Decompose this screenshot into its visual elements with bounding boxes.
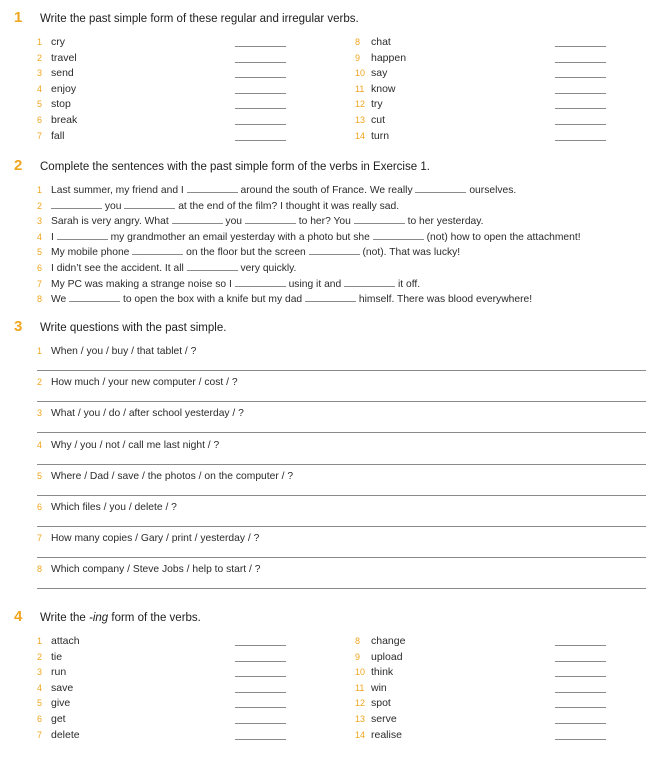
- verb-item: [355, 696, 391, 710]
- verb-item: [355, 728, 402, 742]
- verb-word: try: [371, 98, 383, 111]
- answer-line[interactable]: [235, 676, 286, 677]
- item-number: 2: [37, 377, 43, 388]
- verb-item: [37, 66, 74, 80]
- sentence-text: We: [51, 294, 70, 306]
- sentence-text: (not) how to open the attachment!: [423, 231, 581, 243]
- gap-blank[interactable]: [235, 277, 286, 287]
- verb-item: [37, 728, 80, 742]
- item-number: 3: [37, 667, 43, 678]
- exercise-2-number: 2: [14, 157, 23, 174]
- verb-word: know: [371, 82, 396, 95]
- answer-line[interactable]: [235, 707, 286, 708]
- verb-item: [355, 665, 393, 679]
- sentence-text: I: [51, 231, 57, 243]
- verb-word: stop: [51, 98, 71, 111]
- sentence-text: I didn’t see the accident. It all: [51, 263, 187, 274]
- verb-word: chat: [371, 36, 391, 48]
- answer-line[interactable]: [235, 108, 286, 109]
- question-prompt: [37, 471, 293, 482]
- exercise-4-title: [40, 612, 201, 624]
- gap-blank[interactable]: [245, 214, 296, 224]
- verb-item: [355, 113, 385, 127]
- question-text: When / you / buy / that tablet / ?: [51, 346, 197, 357]
- exercise-1-title: Write the past simple form of these regular and irregular verbs.: [40, 13, 359, 25]
- verb-word: attach: [51, 635, 80, 647]
- sentence-text: very quickly.: [237, 263, 297, 274]
- item-number: 7: [37, 729, 43, 740]
- gap-blank[interactable]: [344, 277, 395, 287]
- item-number: 4: [37, 231, 43, 242]
- verb-item: [355, 712, 397, 726]
- verb-item: [37, 650, 62, 664]
- verb-item: [37, 35, 65, 49]
- item-number: 12: [355, 698, 366, 709]
- answer-line[interactable]: [555, 46, 606, 47]
- gap-blank[interactable]: [309, 245, 360, 255]
- verb-word: get: [51, 713, 66, 725]
- verb-item: [355, 51, 406, 65]
- answer-line[interactable]: [235, 77, 286, 78]
- verb-word: say: [371, 67, 388, 80]
- item-number: 6: [37, 714, 43, 724]
- verb-word: win: [371, 681, 387, 694]
- answer-line[interactable]: [555, 645, 606, 646]
- exercise-4-number: 4: [14, 608, 23, 625]
- gap-blank[interactable]: [51, 199, 102, 209]
- verb-item: [37, 634, 80, 648]
- sentence: [37, 214, 484, 228]
- answer-line[interactable]: [37, 588, 646, 589]
- item-number: 4: [37, 439, 43, 450]
- gap-blank[interactable]: [132, 245, 183, 255]
- answer-line[interactable]: [235, 723, 286, 724]
- item-number: 5: [37, 698, 43, 709]
- verb-word: change: [371, 635, 406, 647]
- item-number: 9: [355, 52, 361, 63]
- item-number: 14: [355, 130, 366, 141]
- item-number: 7: [37, 278, 43, 289]
- item-number: 8: [37, 564, 43, 575]
- question-text: Which files / you / delete / ?: [51, 502, 177, 513]
- verb-word: give: [51, 697, 71, 710]
- gap-blank[interactable]: [373, 230, 424, 240]
- question-text: What / you / do / after school yesterday / ?: [51, 408, 244, 420]
- exercise-2-title: Complete the sentences with the past simple form of the verbs in Exercise 1.: [40, 161, 430, 173]
- sentence-text: my grandmother an email yesterday with a photo but she: [107, 231, 373, 243]
- item-number: 6: [37, 115, 43, 125]
- item-number: 8: [37, 294, 43, 305]
- answer-line[interactable]: [555, 676, 606, 677]
- question-text: Why / you / not / call me last night / ?: [51, 439, 220, 451]
- item-number: 2: [37, 651, 43, 662]
- exercise-3-number: 3: [14, 318, 23, 335]
- sentence-text: you: [222, 216, 245, 228]
- verb-word: tie: [51, 650, 63, 663]
- verb-word: upload: [371, 650, 403, 663]
- sentence: [37, 261, 296, 275]
- sentence-text: at the end of the film? I thought it was really sad.: [175, 200, 400, 212]
- verb-item: [37, 696, 70, 710]
- question-prompt: [37, 502, 177, 513]
- sentence-text: you: [102, 200, 125, 212]
- item-number: 7: [37, 533, 43, 544]
- answer-line[interactable]: [37, 557, 646, 558]
- item-number: 3: [37, 408, 43, 419]
- answer-line[interactable]: [235, 739, 286, 740]
- answer-line[interactable]: [235, 62, 286, 63]
- item-number: 12: [355, 99, 366, 110]
- sentence-text: on the floor but the screen: [183, 247, 309, 259]
- verb-word: fall: [51, 129, 65, 142]
- sentence-text: it off.: [395, 278, 421, 290]
- item-number: 1: [37, 185, 43, 195]
- sentence-text: (not). That was lucky!: [359, 247, 461, 259]
- question-prompt: [37, 440, 219, 451]
- item-number: 6: [37, 502, 43, 512]
- answer-line[interactable]: [555, 692, 606, 693]
- verb-word: save: [51, 681, 74, 694]
- item-number: 5: [37, 247, 43, 258]
- question-prompt: [37, 408, 244, 419]
- answer-line[interactable]: [235, 124, 286, 125]
- verb-item: [37, 97, 71, 111]
- answer-line[interactable]: [235, 93, 286, 94]
- item-number: 13: [355, 115, 366, 125]
- exercise-4-title-em: -ing: [89, 612, 109, 624]
- sentence-text: ourselves.: [466, 185, 517, 196]
- verb-word: happen: [371, 51, 407, 64]
- gap-blank[interactable]: [57, 230, 108, 240]
- item-number: 10: [355, 68, 366, 79]
- verb-item: [355, 129, 389, 143]
- verb-word: send: [51, 67, 74, 80]
- verb-word: turn: [371, 129, 390, 142]
- answer-line[interactable]: [37, 495, 646, 496]
- verb-item: [355, 35, 391, 49]
- sentence-text: My PC was making a strange noise so I: [51, 278, 235, 290]
- verb-word: delete: [51, 728, 80, 741]
- item-number: 13: [355, 714, 366, 724]
- verb-item: [355, 634, 405, 648]
- sentence-text: Last summer, my friend and I: [51, 185, 187, 196]
- answer-line[interactable]: [37, 526, 646, 527]
- answer-line[interactable]: [37, 370, 646, 371]
- verb-word: travel: [51, 51, 77, 64]
- answer-line[interactable]: [555, 661, 606, 662]
- verb-item: [355, 82, 396, 96]
- item-number: 7: [37, 130, 43, 141]
- verb-item: [37, 51, 77, 65]
- verb-item: [37, 665, 66, 679]
- answer-line[interactable]: [555, 707, 606, 708]
- item-number: 5: [37, 470, 43, 481]
- answer-line[interactable]: [235, 645, 286, 646]
- answer-line[interactable]: [235, 692, 286, 693]
- item-number: 1: [37, 636, 43, 646]
- verb-item: [37, 681, 73, 695]
- item-number: 4: [37, 83, 43, 94]
- verb-word: serve: [371, 713, 397, 725]
- verb-word: run: [51, 666, 67, 679]
- sentence: [37, 292, 532, 306]
- answer-line[interactable]: [555, 77, 606, 78]
- gap-blank[interactable]: [354, 214, 405, 224]
- item-number: 4: [37, 682, 43, 693]
- sentence-text: My mobile phone: [51, 247, 133, 259]
- answer-line[interactable]: [555, 93, 606, 94]
- item-number: 11: [355, 83, 365, 94]
- answer-line[interactable]: [555, 108, 606, 109]
- answer-line[interactable]: [555, 739, 606, 740]
- verb-word: cry: [51, 36, 65, 48]
- verb-item: [37, 82, 76, 96]
- verb-item: [37, 113, 77, 127]
- gap-blank[interactable]: [187, 261, 238, 271]
- item-number: 3: [37, 68, 43, 79]
- exercise-3-title: Write questions with the past simple.: [40, 322, 227, 334]
- item-number: 9: [355, 651, 361, 662]
- gap-blank[interactable]: [187, 183, 238, 193]
- answer-line[interactable]: [37, 432, 646, 433]
- sentence-text: to her? You: [295, 216, 354, 228]
- answer-line[interactable]: [235, 140, 286, 141]
- sentence-text: himself. There was blood everywhere!: [356, 294, 533, 306]
- verb-word: realise: [371, 728, 402, 741]
- verb-item: [355, 66, 387, 80]
- answer-line[interactable]: [235, 661, 286, 662]
- sentence: [37, 277, 420, 291]
- item-number: 8: [355, 636, 361, 646]
- sentence: [37, 183, 516, 197]
- sentence: [37, 245, 460, 259]
- question-prompt: [37, 377, 238, 388]
- question-prompt: [37, 564, 260, 575]
- exercise-4-title-pre: Write the: [40, 612, 89, 624]
- item-number: 8: [355, 37, 361, 47]
- verb-item: [355, 681, 387, 695]
- item-number: 5: [37, 99, 43, 110]
- item-number: 11: [355, 682, 365, 693]
- item-number: 2: [37, 200, 43, 211]
- answer-line[interactable]: [555, 723, 606, 724]
- exercise-4-title-post: form of the verbs.: [108, 612, 201, 624]
- item-number: 1: [37, 346, 43, 356]
- sentence-text: Sarah is very angry. What: [51, 216, 172, 228]
- question-text: Where / Dad / save / the photos / on the computer / ?: [51, 470, 294, 482]
- verb-item: [355, 97, 383, 111]
- item-number: 6: [37, 263, 43, 273]
- verb-item: [37, 712, 66, 726]
- sentence-text: to her yesterday.: [404, 216, 484, 228]
- item-number: 14: [355, 729, 366, 740]
- gap-blank[interactable]: [305, 292, 356, 302]
- answer-line[interactable]: [37, 464, 646, 465]
- verb-word: cut: [371, 114, 386, 126]
- gap-blank[interactable]: [172, 214, 223, 224]
- verb-item: [37, 129, 64, 143]
- sentence-text: using it and: [285, 278, 345, 290]
- verb-word: enjoy: [51, 82, 77, 95]
- verb-item: [355, 650, 403, 664]
- item-number: 10: [355, 667, 366, 678]
- answer-line[interactable]: [555, 62, 606, 63]
- verb-word: spot: [371, 697, 391, 710]
- sentence: [37, 230, 581, 244]
- item-number: 3: [37, 216, 43, 227]
- item-number: 1: [37, 37, 43, 47]
- question-text: Which company / Steve Jobs / help to start / ?: [51, 564, 261, 576]
- sentence-text: to open the box with a knife but my dad: [120, 294, 306, 306]
- sentence-text: around the south of France. We really: [237, 185, 416, 196]
- answer-line[interactable]: [555, 140, 606, 141]
- gap-blank[interactable]: [415, 183, 466, 193]
- sentence: [37, 199, 399, 213]
- exercise-1-number: 1: [14, 9, 23, 26]
- gap-blank[interactable]: [69, 292, 120, 302]
- question-prompt: [37, 533, 259, 544]
- answer-line[interactable]: [37, 401, 646, 402]
- question-prompt: [37, 346, 196, 357]
- verb-word: think: [371, 666, 394, 679]
- verb-word: break: [51, 114, 78, 126]
- question-text: How much / your new computer / cost / ?: [51, 377, 238, 389]
- answer-line[interactable]: [235, 46, 286, 47]
- item-number: 2: [37, 52, 43, 63]
- question-text: How many copies / Gary / print / yesterday / ?: [51, 533, 260, 545]
- gap-blank[interactable]: [124, 199, 175, 209]
- answer-line[interactable]: [555, 124, 606, 125]
